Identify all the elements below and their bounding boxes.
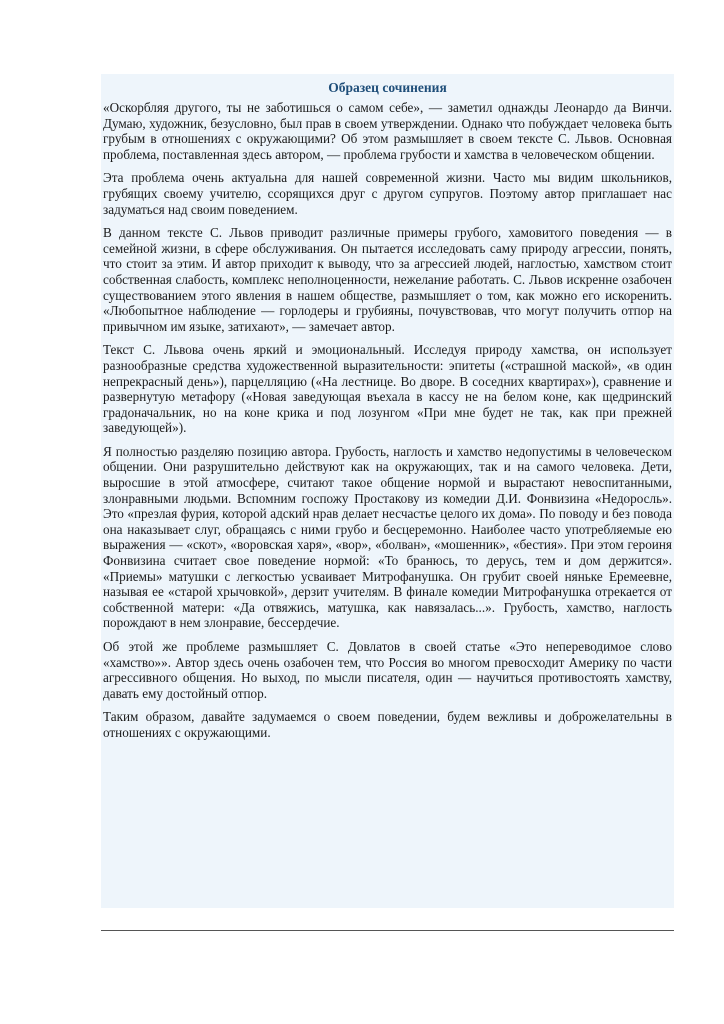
footer-divider [101, 930, 674, 931]
paragraph-5: Я полностью разделяю позицию автора. Грубость, наглость и хамство недопустимы в человеческом общении. Они разрушительно действуют как на окружающих, так и на самого человека. Дети, выросшие в этой атмосфере, считают такое общение нормой и вырастают невоспитанными, злонравными людьми. Вспомним госпожу Простакову из комедии Д.И. Фонвизина «Недоросль». Это «презлая фурия, которой адский нрав делает несчастье целого их дома». По поводу и без повода она наказывает слуг, обращаясь с ними грубо и бесцеремонно. Наиболее часто употребляемые ею выражения — «скот», «воровская харя», «вор», «болван», «мошенник», «бестия». При этом героиня Фонвизина считает свое поведение нормой: «То бранюсь, то дерусь, тем и дом держится». «Приемы» матушки с легкостью усваивает Митрофанушка. Он грубит своей няньке Еремеевне, называя ее «старой хрычовкой», дерзит учителям. В финале комедии Митрофанушка отрекается от собственной матери: «Да отвяжись, матушка, как навязалась...». Грубость, хамство, наглость порождают в нем злонравие, бессердечие. [103, 443, 672, 631]
paragraph-1: «Оскорбляя другого, ты не заботишься о самом себе», — заметил однажды Леонардо да Винчи. Думаю, художник, безусловно, был прав в своем утверждении. Однако что побуждает человека быть грубым в отношениях с окружающими? Об этом размышляет в своем тексте С. Львов. Основная проблема, поставленная здесь автором, — проблема грубости и хамства в человеческом общении. [103, 100, 672, 162]
paragraph-6: Об этой же проблеме размышляет С. Довлатов в своей статье «Это непереводимое слово «хамство»». Автор здесь очень озабочен тем, что Россия во многом превосходит Америку по части агрессивного общения. Но выход, по мысли писателя, один — научиться противостоять хамству, давать ему достойный отпор. [103, 639, 672, 701]
paragraph-3: В данном тексте С. Львов приводит различные примеры грубого, хамовитого поведения — в семейной жизни, в сфере обслуживания. Он пытается исследовать саму природу агрессии, понять, что стоит за этим. И автор приходит к выводу, что за агрессией людей, наглостью, хамством стоит собственная слабость, комплекс неполноценности, нежелание работать. С. Львов искренне озабочен существованием этого явления в нашем обществе, размышляет о том, как можно его искоренить. «Любопытное наблюдение — горлодеры и грубияны, почувствовав, что могут получить отпор на привычном им языке, затихают», — замечает автор. [103, 225, 672, 334]
paragraph-4: Текст С. Львова очень яркий и эмоциональный. Исследуя природу хамства, он использует разнообразные средства художественной выразительности: эпитеты («страшной маской», «в один непрекрасный день»), парцелляцию («На лестнице. Во дворе. В соседних квартирах»), сравнение и развернутую метафору («Новая заведующая въехала в кассу не на белом коне, как щедринский градоначальник, но на коне крика и под лозунгом «При мне будет не так, как при прежней заведующей»). [103, 342, 672, 436]
paragraph-2: Эта проблема очень актуальна для нашей современной жизни. Часто мы видим школьников, грубящих своему учителю, ссорящихся друг с другом супругов. Поэтому автор приглашает нас задуматься над своим поведением. [103, 170, 672, 217]
essay-panel [101, 74, 674, 908]
essay-title: Образец сочинения [328, 80, 447, 95]
paragraph-7: Таким образом, давайте задумаемся о своем поведении, будем вежливы и доброжелательны в отношениях с окружающими. [103, 709, 672, 740]
